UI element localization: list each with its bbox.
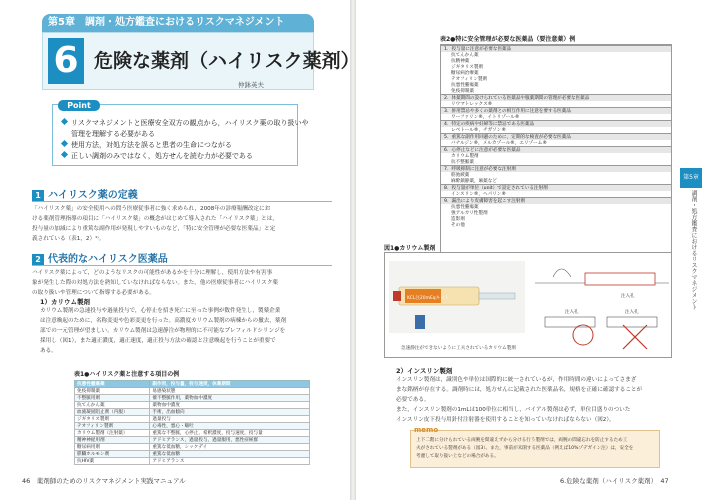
section-number: 6 bbox=[48, 38, 84, 84]
memo-tag: memo bbox=[414, 426, 439, 434]
subsection-heading-1: 1）カリウム製剤 bbox=[40, 298, 90, 306]
syringe-plunger bbox=[479, 293, 515, 299]
table-row: 精神神経用剤 アドヒアランス，過量投与，過量服用，悪性症候群 bbox=[75, 437, 310, 444]
table-row: バナルジン®，メルカゾール®，エリゾーム® bbox=[451, 141, 547, 146]
table-row: テオフィリン製剤 心毒性，悪心・嘔吐 bbox=[75, 423, 310, 430]
author-name: 仲鉢英夫 bbox=[238, 81, 264, 89]
section-heading-1: 1 ハイリスク薬の定義 bbox=[32, 186, 138, 202]
page-title: 危険な薬剤（ハイリスク薬剤） bbox=[94, 50, 360, 72]
table-2-title: 表2●特に安全管理が必要な医薬品（要注意薬）例 bbox=[440, 36, 576, 43]
point-tag: Point bbox=[58, 100, 100, 111]
table-row: 4．特定の疾病や妊婦等に禁忌である医薬品 bbox=[441, 121, 671, 128]
diamond-icon bbox=[61, 140, 68, 147]
section-rule bbox=[32, 265, 332, 266]
diamond-icon bbox=[61, 151, 68, 158]
figure-1-title: 図1●カリウム製剤 bbox=[384, 245, 436, 252]
table-1-title: 表1●ハイリスク薬と注意する項目の例 bbox=[74, 371, 180, 378]
point-item: 使用方法，対処方法を誤ると患者の生命につながる bbox=[62, 140, 232, 150]
figure-1 bbox=[384, 252, 672, 358]
subsection-1-body: カリウム製剤の急速投与や過量投与で，心停止を招き死亡に至った事例が数件発生し，製薬企業 は注意喚起のために，名称変更や色彩変更を行った。高濃度カリウム製剤の病棟からの撤去，薬剤 部での一元管理が望ましい。カリウム製剤は急速静注が物理的に不可能なプレフィルドシリンジを 採用し（図1），また適正濃度，適正速度，適正投与方法の確認と注意喚起を行うことが重要で ある。 bbox=[40, 308, 287, 354]
table-row: レベトール®，チガソン® bbox=[451, 128, 506, 133]
table-row: 糖尿病治療薬 bbox=[451, 71, 479, 76]
table-row: 6．心停止などに注意が必要な医薬品 bbox=[441, 147, 671, 154]
table-row: 膵臓ホルモン剤 重篤な低血糖 bbox=[75, 451, 310, 458]
figure-caption: 急速静注ができないように工夫されているカリウム製剤 bbox=[401, 346, 516, 351]
ok-circle-icon bbox=[573, 325, 593, 345]
table-row: 抗悪性腫瘍薬 bbox=[451, 205, 479, 210]
table-row: 血液凝固阻止剤（内服） 手術，出血傾向 bbox=[75, 409, 310, 416]
footer-left: 46 薬剤師のためのリスクマネジメント実践マニュアル bbox=[22, 477, 186, 485]
table-row: 糖尿病用剤 重篤な低血糖，シックデイ bbox=[75, 444, 310, 451]
table-row: リウマトレックス® bbox=[451, 102, 493, 107]
table-1 bbox=[74, 380, 310, 465]
table-header: 副作用，投与量，投与速度，休薬期間 bbox=[150, 381, 310, 388]
chapter-side-strip: 調剤・処方鑑査におけるリスクマネジメント bbox=[690, 190, 697, 310]
connector-left bbox=[545, 317, 595, 327]
table-row: 抗てんかん薬 bbox=[451, 53, 479, 58]
table-row: 麻酔鎮静薬，麻薬など bbox=[451, 179, 497, 184]
point-item-cont: 管理を理解する必要がある bbox=[71, 130, 155, 138]
table-row: ジギタリス製剤 過量投与 bbox=[75, 416, 310, 423]
table-row: 3．併用禁忌や多くの薬剤との相互作用に注意を要する医薬品 bbox=[441, 108, 671, 115]
table-row: 抗HIV薬 アドヒアランス bbox=[75, 458, 310, 465]
section-2-body: ハイリスク薬によって，どのようなリスクの可能性があるかを十分に理解し，使用方法や有害事 象が発生した際の対処方法を熟知していなければならない。また，他の医療従事者にハイリスク薬 の取り扱いや管理について指導する必要がある。 bbox=[32, 270, 279, 296]
table-row: 1．投与量に注意が必要な医薬品 bbox=[441, 46, 671, 53]
needle-cap bbox=[415, 315, 425, 329]
table-row: 強アルカリ性製剤 bbox=[451, 211, 488, 216]
footer-right: 6.危険な薬剤（ハイリスク薬剤） 47 bbox=[560, 477, 669, 485]
table-row: カリウム製剤（注射薬） 重篤な不整脈，心停止，希釈濃度，投与速度，投与量 bbox=[75, 430, 310, 437]
figure-1-illustration bbox=[385, 253, 673, 359]
section-1-body: 「ハイリスク薬」の安全使用への問う医療従事者に強く求められ，2008年の診療報酬改定にお ける薬剤管理指導の項目に「ハイリスク薬」の概念がはじめて導入された「ハイリスク薬」とは， 投与量の加減により重篤な副作用が発現しやすいものなど，「特に安全管理が必要な医薬品」と定 義されている（表1，2）¹⁾。 bbox=[32, 206, 278, 242]
table-row: テオフィリン製剤 bbox=[451, 77, 488, 82]
hole-label: 注入孔 bbox=[565, 310, 579, 315]
section-heading-2: 2 代表的なハイリスク医薬品 bbox=[32, 250, 168, 266]
hand-outline bbox=[553, 269, 571, 277]
table-row: 抗てんかん薬 薬物血中濃度 bbox=[75, 402, 310, 409]
hole-label: 注入孔 bbox=[621, 294, 635, 299]
table-row: インスリン®，ヘパリン® bbox=[451, 192, 506, 197]
point-item: 正しい調剤のみではなく，処方せんを読む力が必要である bbox=[62, 151, 253, 161]
table-row: ワーファリン®，イトリゾール® bbox=[451, 115, 520, 120]
point-item: リスクマネジメントと医療安全双方の観点から，ハイリスク薬の取り扱いや bbox=[62, 118, 309, 128]
kcl-label: KCL注20mEqキット bbox=[407, 296, 450, 301]
table-row: 不整脈用剤 催不整脈作用，薬物血中濃度 bbox=[75, 395, 310, 402]
table-header: 抗悪性腫瘍薬 bbox=[75, 381, 150, 388]
table-row: 免疫抑制薬 易感染状態 bbox=[75, 388, 310, 395]
table-row: 9．漏出により皮膚障害を起こす注射剤 bbox=[441, 198, 671, 205]
syringe-diagram-top bbox=[585, 273, 655, 285]
table-row: 造影剤 bbox=[451, 217, 465, 222]
subsection-heading-2: 2）インスリン製剤 bbox=[396, 367, 453, 375]
table-row: ジギタリス製剤 bbox=[451, 65, 484, 70]
table-row: 抗悪性腫瘍薬 bbox=[451, 83, 479, 88]
syringe-cap bbox=[393, 291, 401, 301]
table-row: 8．投与量が単位（unit）で設定されている注射剤 bbox=[441, 185, 671, 192]
hole-label: 注入孔 bbox=[625, 310, 639, 315]
table-row: 7．呼吸抑制に注意が必要な注射剤 bbox=[441, 166, 671, 173]
table-row: 2．休薬期間の設けられている医薬品や服薬期間の管理が必要な医薬品 bbox=[441, 95, 671, 102]
table-row: 筋弛緩薬 bbox=[451, 173, 470, 178]
chapter-band: 第5章 調剤・処方鑑査におけるリスクマネジメント bbox=[42, 14, 314, 32]
table-row: 免疫抑制薬 bbox=[451, 89, 474, 94]
connector-right bbox=[607, 317, 657, 327]
table-row: その他 bbox=[451, 223, 465, 228]
table-row: 5．重篤な副作用回避のために，定期的な検査が必要な医薬品 bbox=[441, 134, 671, 141]
memo-text: 上下二階に分けられている両腕を間違えずから分ける行う製剤では，両腕の間違忘れを防止するため工 夫がされている製剤がある（図3）。また，事前が未開する医薬品（例えば10%ゾデガイン注）は，安全を 考慮して取り扱い上などの場合がある。 bbox=[416, 438, 634, 459]
gutter bbox=[350, 0, 356, 500]
table-row: 抗精神薬 bbox=[451, 59, 470, 64]
table-row: 抗不整脈薬 bbox=[451, 160, 474, 165]
chapter-side-tab: 第5章 bbox=[680, 168, 702, 188]
subsection-2-body: インスリン製剤は，識別色や単位は国際的に統一されているが，作用時間の違いによってさまざ まな銘柄が存在する。調剤時には，処方せんに記載された医薬品名，規格を正確に確認することが 必要である。 また，インスリン製剤の1mLは100単位に相当し，バイアル製剤は必ず，単位目盛りのついた インスリン皮下投与用針付注射器を使用することを知っていなければならない（図2）。 bbox=[396, 377, 643, 423]
diamond-icon bbox=[61, 118, 68, 125]
table-2 bbox=[440, 44, 672, 276]
table-row: カリウム製剤 bbox=[451, 154, 479, 159]
section-rule bbox=[32, 201, 332, 202]
